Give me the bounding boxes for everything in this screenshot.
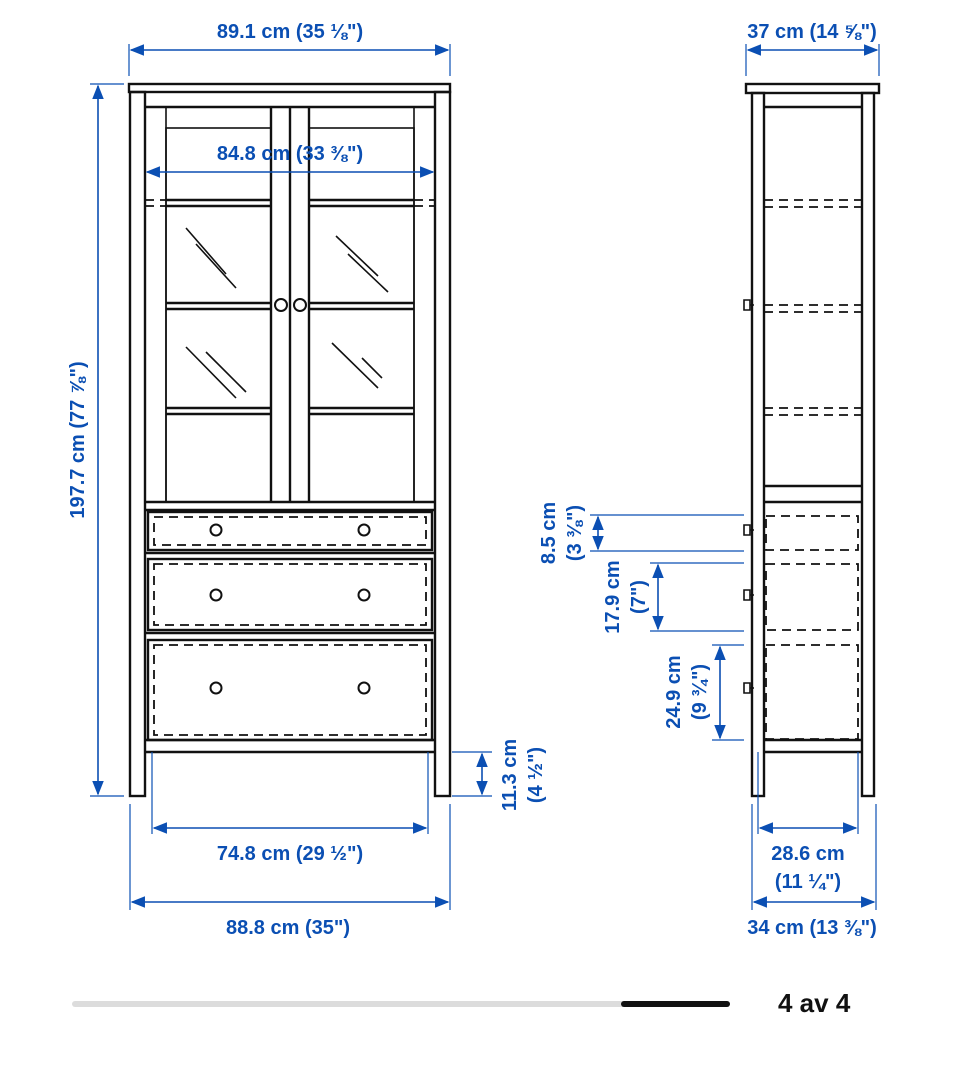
carousel-progress-thumb[interactable] [621,1001,730,1007]
door-knob-right [294,299,306,311]
side-top-depth-label: 37 cm (14 ⅝") [747,21,877,43]
drawer1-height-in-label: (3 ⅜") [564,504,586,562]
drawer2-height-cm-label: 17.9 cm [602,560,624,634]
front-leg-height-in-label: (4 ½") [525,746,547,804]
side-dimension-lines [590,44,879,910]
front-leg-height-cm-label: 11.3 cm [499,738,521,812]
front-top-width-label: 89.1 cm (35 ⅛") [216,21,364,43]
front-drawer-2 [148,559,432,630]
side-top-crown [746,84,879,93]
carousel-progress-track[interactable] [72,1001,730,1007]
carousel-counter: 4 av 4 [778,988,851,1018]
side-back-post [862,93,874,796]
front-bottom-width-label: 88.8 cm (35") [226,917,350,939]
drawer3-height-cm-label: 24.9 cm [663,655,685,729]
front-drawer-3 [148,640,432,740]
side-inner-depth-cm-label: 28.6 cm [771,843,845,865]
front-inner-width-label: 84.8 cm (33 ⅜") [216,143,364,165]
drawer2-height-in-label: (7") [628,580,650,614]
front-leg-span-label: 74.8 cm (29 ½") [216,843,364,865]
drawer1-height-cm-label: 8.5 cm [538,501,560,565]
door-knob-left [275,299,287,311]
glass-reflection-marks [186,228,388,398]
front-left-side [130,92,145,796]
front-top-crown [129,84,450,92]
side-bottom-depth-label: 34 cm (13 ⅜") [747,917,877,939]
front-view [129,84,450,796]
drawer3-height-in-label: (9 ¾") [689,663,711,721]
image-carousel-indicator [0,980,960,1040]
side-front-post [752,93,764,796]
side-view [744,84,879,796]
front-height-label: 197.7 cm (77 ⅞") [67,361,89,519]
front-right-side [435,92,450,796]
side-inner-depth-in-label: (11 ¼") [774,871,842,893]
